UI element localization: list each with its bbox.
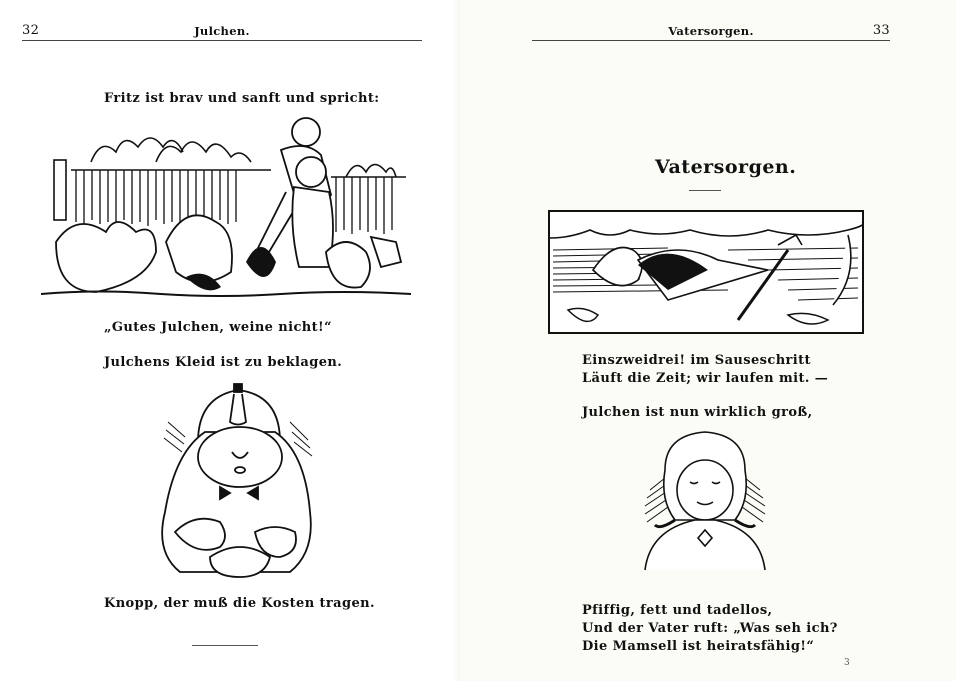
running-head-left xyxy=(22,20,422,41)
running-head-right xyxy=(532,20,890,41)
section-title: Vatersorgen. xyxy=(655,156,797,178)
verse-line: Knopp, der muß die Kosten tragen. xyxy=(104,596,375,611)
closing-rule xyxy=(192,645,258,646)
julchen-portrait-illustration xyxy=(635,430,775,580)
running-title-left: Julchen. xyxy=(194,24,250,38)
verse-line: Julchen ist nun wirklich groß, xyxy=(582,405,813,420)
verse-line: Einszweidrei! im Sauseschritt xyxy=(582,353,811,368)
verse-line: Und der Vater ruft: „Was seh ich? xyxy=(582,621,838,636)
verse-line: Pfiffig, fett und tadellos, xyxy=(582,603,773,618)
verse-line: Die Mamsell ist heiratsfähig!“ xyxy=(582,639,815,654)
verse-line: Julchens Kleid ist zu beklagen. xyxy=(104,355,343,370)
verse-line: „Gutes Julchen, weine nicht!“ xyxy=(104,320,333,335)
title-rule xyxy=(689,190,721,191)
signature-mark: 3 xyxy=(844,658,850,668)
page-number-left: 32 xyxy=(22,23,40,38)
running-title-right: Vatersorgen. xyxy=(668,24,754,38)
time-flying-illustration xyxy=(548,210,864,334)
right-page xyxy=(460,0,956,681)
knopp-illustration xyxy=(140,382,340,582)
page-number-right: 33 xyxy=(872,23,890,38)
verse-line: Fritz ist brav und sanft und spricht: xyxy=(104,91,380,106)
verse-line: Läuft die Zeit; wir laufen mit. — xyxy=(582,371,829,386)
left-page xyxy=(0,0,460,681)
garden-fence-illustration xyxy=(36,112,416,302)
